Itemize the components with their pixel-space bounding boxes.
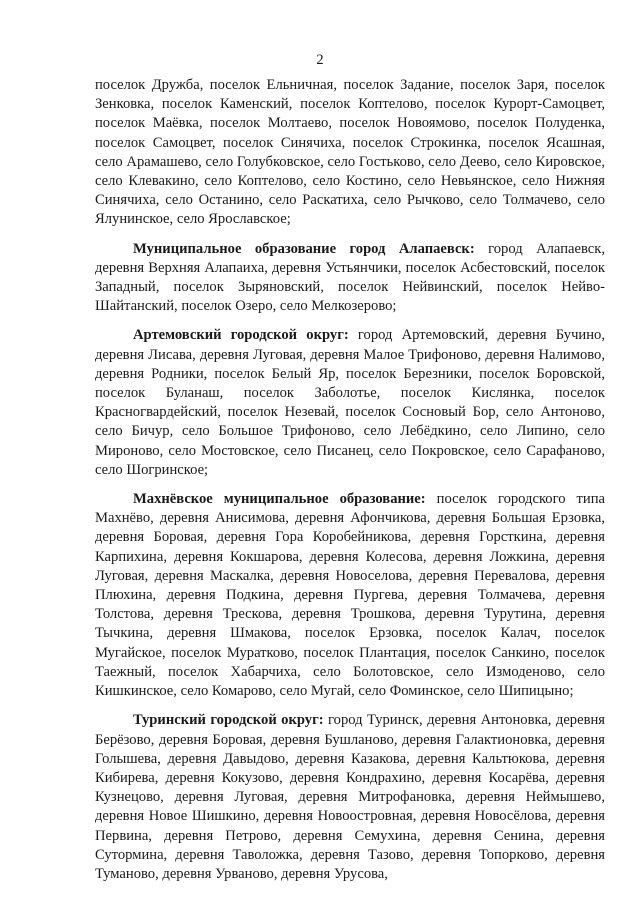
paragraph-alapaevsk-list-continuation	[95, 76, 605, 230]
paragraph-heading: Артемовский городской округ:	[133, 327, 349, 344]
paragraph-heading: Махнёвское муниципальное образование:	[133, 491, 426, 508]
paragraph-text: поселок Дружба, поселок Ельничная, поселок Задание, поселок Заря, поселок Зенковка, поселок Каменский, поселок Коптелово, поселок Курорт-Самоцвет, поселок Маёвка, поселок Молтаево, поселок Новоямово, поселок Полуденка, поселок Самоцвет, поселок Синячиха, поселок Строкинка, поселок Ясашная, село Арамашево, село Голубковское, село Гостьково, село Деево, село Кировское, село Клевакино, село Коптелово, село Костино, село Невьянское, село Нижняя Синячиха, село Останино, село Раскатиха, село Рычково, село Толмачево, село Ялунинское, село Ярославское;	[95, 77, 605, 228]
document-body	[95, 76, 605, 884]
paragraph-text: город Туринск, деревня Антоновка, деревня Берёзово, деревня Боровая, деревня Бушланово, деревня Галактионовка, деревня Голышева, деревня Давыдово, деревня Казакова, деревня Кальтюкова, деревня Кибирева, деревня Кокузово, деревня Кондрахино, деревня Косарёва, деревня Кузнецово, деревня Луговая, деревня Митрофановка, деревня Неймышево, деревня Новое Шишкино, деревня Новоостровная, деревня Новосёлова, деревня Первина, деревня Петрово, деревня Семухина, деревня Сенина, деревня Сутормина, деревня Таволожка, деревня Тазово, деревня Топорково, деревня Туманово, деревня Урваново, деревня Урусова,	[95, 712, 605, 882]
paragraph-text: поселок городского типа Махнёво, деревня Анисимова, деревня Афончикова, деревня Большая Ерзовка, деревня Боровая, деревня Гора Коробейникова, деревня Горсткина, деревня Карпихина, деревня Кокшарова, деревня Колесова, деревня Ложкина, деревня Луговая, деревня Маскалка, деревня Новоселова, деревня Перевалова, деревня Плюхина, деревня Подкина, деревня Пургева, деревня Толмачева, деревня Толстова, деревня Трескова, деревня Трошкова, деревня Турутина, деревня Тычкина, деревня Шмакова, поселок Ерзовка, поселок Калач, поселок Мугайское, поселок Муратково, поселок Плантация, поселок Санкино, поселок Таежный, поселок Хабарчиха, село Болотовское, село Измоденово, село Кишкинское, село Комарово, село Мугай, село Фоминское, село Шипицыно;	[95, 491, 605, 700]
page-number: 2	[316, 52, 324, 68]
paragraph-heading: Туринский городской округ:	[133, 712, 324, 729]
paragraph-turinsk	[95, 711, 605, 884]
paragraph-text: город Алапаевск, деревня Верхняя Алапаиха, деревня Устьянчики, поселок Асбестовский, поселок Западный, поселок Зыряновский, поселок Нейвинский, поселок Нейво-Шайтанский, поселок Озеро, село Мелкозерово;	[95, 240, 605, 315]
paragraph-text: город Артемовский, деревня Бучино, деревня Лисава, деревня Луговая, деревня Малое Трифоново, деревня Налимово, деревня Родники, поселок Белый Яр, поселок Березники, поселок Боровской, поселок Буланаш, поселок Заболотье, поселок Кислянка, поселок Красногвардейский, поселок Незевай, поселок Сосновый Бор, село Антоново, село Бичур, село Большое Трифоново, село Лебёдкино, село Липино, село Мироново, село Мостовское, село Писанец, село Покровское, село Сарафаново, село Шогринское;	[95, 327, 605, 478]
paragraph-artemovsky	[95, 326, 605, 480]
paragraph-makhnevo	[95, 490, 605, 701]
paragraph-heading: Муниципальное образование город Алапаевск:	[133, 240, 475, 257]
paragraph-alapaevsk-city	[95, 240, 605, 317]
